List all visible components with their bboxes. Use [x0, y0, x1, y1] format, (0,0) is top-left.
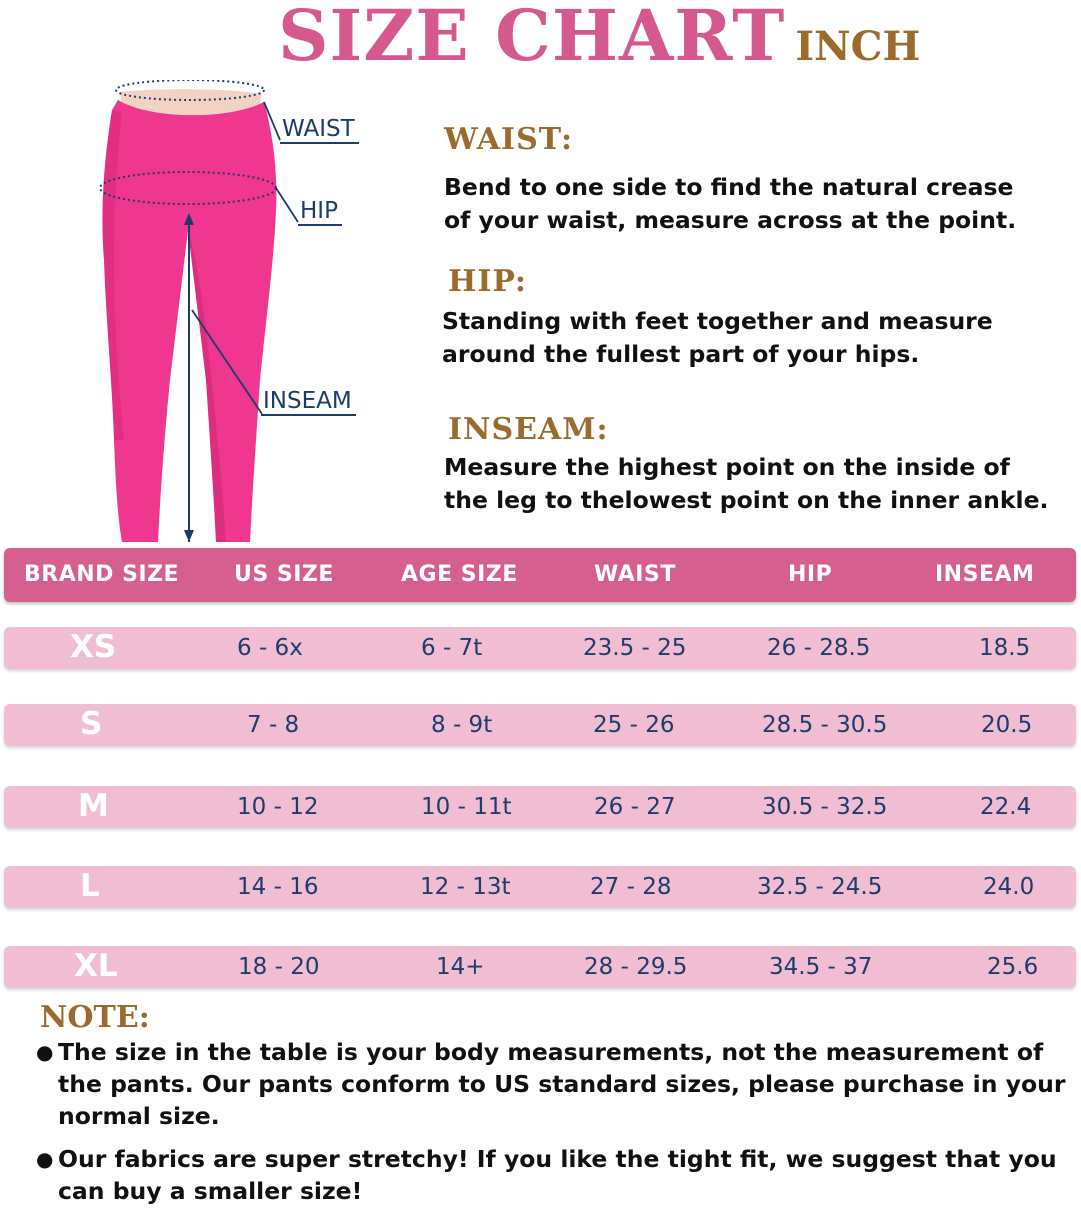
- note-item: [36, 1143, 1066, 1207]
- bullet-icon: ●: [36, 1040, 54, 1064]
- hip-cell: 26 - 28.5: [767, 635, 871, 661]
- inseam-cell: 25.6: [987, 954, 1039, 980]
- waist-instructions: [444, 171, 1016, 237]
- table-row: [4, 946, 1076, 988]
- us-size-cell: 18 - 20: [238, 954, 320, 980]
- waist-cell: 23.5 - 25: [583, 635, 687, 661]
- note-item: [36, 1036, 1066, 1132]
- inseam-label: INSEAM: [261, 388, 356, 416]
- hip-line-1: Standing with feet together and measure: [442, 307, 993, 335]
- leggings-figure: [0, 80, 380, 550]
- unit-text: INCH: [795, 23, 921, 70]
- header-waist: WAIST: [594, 562, 676, 587]
- title-text: SIZE CHART: [278, 0, 786, 77]
- hip-label: HIP: [298, 198, 342, 226]
- age-size-cell: 10 - 11t: [421, 794, 512, 820]
- bullet-icon: ●: [36, 1147, 54, 1171]
- inseam-cell: 22.4: [980, 794, 1032, 820]
- hip-heading: HIP:: [448, 264, 527, 299]
- age-size-cell: 6 - 7t: [421, 635, 483, 661]
- table-row: [4, 704, 1076, 746]
- brand-size-cell: XS: [70, 629, 117, 665]
- brand-size-cell: M: [78, 788, 109, 824]
- hip-cell: 32.5 - 24.5: [757, 874, 883, 900]
- hip-line-2: around the fullest part of your hips.: [442, 340, 920, 368]
- inseam-line-1: Measure the highest point on the inside of: [444, 453, 1010, 481]
- note-text: The size in the table is your body measurements, not the measurement of the pants. Our pants conform to US standard sizes, please purchase in your normal size.: [58, 1038, 1066, 1130]
- us-size-cell: 10 - 12: [237, 794, 319, 820]
- age-size-cell: 8 - 9t: [431, 712, 493, 738]
- waist-cell: 25 - 26: [593, 712, 675, 738]
- table-row: [4, 786, 1076, 828]
- waist-heading: WAIST:: [444, 122, 574, 157]
- us-size-cell: 6 - 6x: [237, 635, 303, 661]
- note-text: Our fabrics are super stretchy! If you like the tight fit, we suggest that you can buy a smaller size!: [58, 1145, 1057, 1205]
- us-size-cell: 14 - 16: [237, 874, 319, 900]
- waist-line-2: of your waist, measure across at the point.: [444, 206, 1017, 234]
- inseam-cell: 24.0: [983, 874, 1035, 900]
- waist-cell: 27 - 28: [590, 874, 672, 900]
- inseam-line-2: the leg to thelowest point on the inner ankle.: [444, 486, 1049, 514]
- waist-cell: 28 - 29.5: [584, 954, 688, 980]
- header-hip: HIP: [788, 562, 833, 587]
- inseam-heading: INSEAM:: [448, 412, 609, 447]
- header-us-size: US SIZE: [234, 562, 334, 587]
- waist-line-1: Bend to one side to find the natural crease: [444, 173, 1014, 201]
- age-size-cell: 14+: [436, 954, 485, 980]
- header-brand-size: BRAND SIZE: [24, 562, 180, 587]
- waist-cell: 26 - 27: [594, 794, 676, 820]
- waist-label: WAIST: [280, 116, 359, 144]
- us-size-cell: 7 - 8: [247, 712, 300, 738]
- leggings-illustration: [0, 80, 380, 550]
- hip-instructions: [442, 305, 993, 371]
- table-row: [4, 627, 1076, 669]
- table-header: [4, 548, 1076, 602]
- table-row: [4, 866, 1076, 908]
- brand-size-cell: XL: [74, 948, 118, 984]
- note-heading: NOTE:: [40, 1000, 150, 1035]
- brand-size-cell: L: [80, 868, 100, 904]
- page-title: [278, 0, 920, 77]
- hip-cell: 28.5 - 30.5: [762, 712, 888, 738]
- header-inseam: INSEAM: [935, 562, 1035, 587]
- inseam-cell: 18.5: [979, 635, 1031, 661]
- header-age-size: AGE SIZE: [401, 562, 518, 587]
- hip-cell: 30.5 - 32.5: [762, 794, 888, 820]
- age-size-cell: 12 - 13t: [420, 874, 511, 900]
- brand-size-cell: S: [80, 706, 103, 742]
- inseam-instructions: [444, 451, 1048, 517]
- inseam-cell: 20.5: [981, 712, 1033, 738]
- hip-cell: 34.5 - 37: [769, 954, 873, 980]
